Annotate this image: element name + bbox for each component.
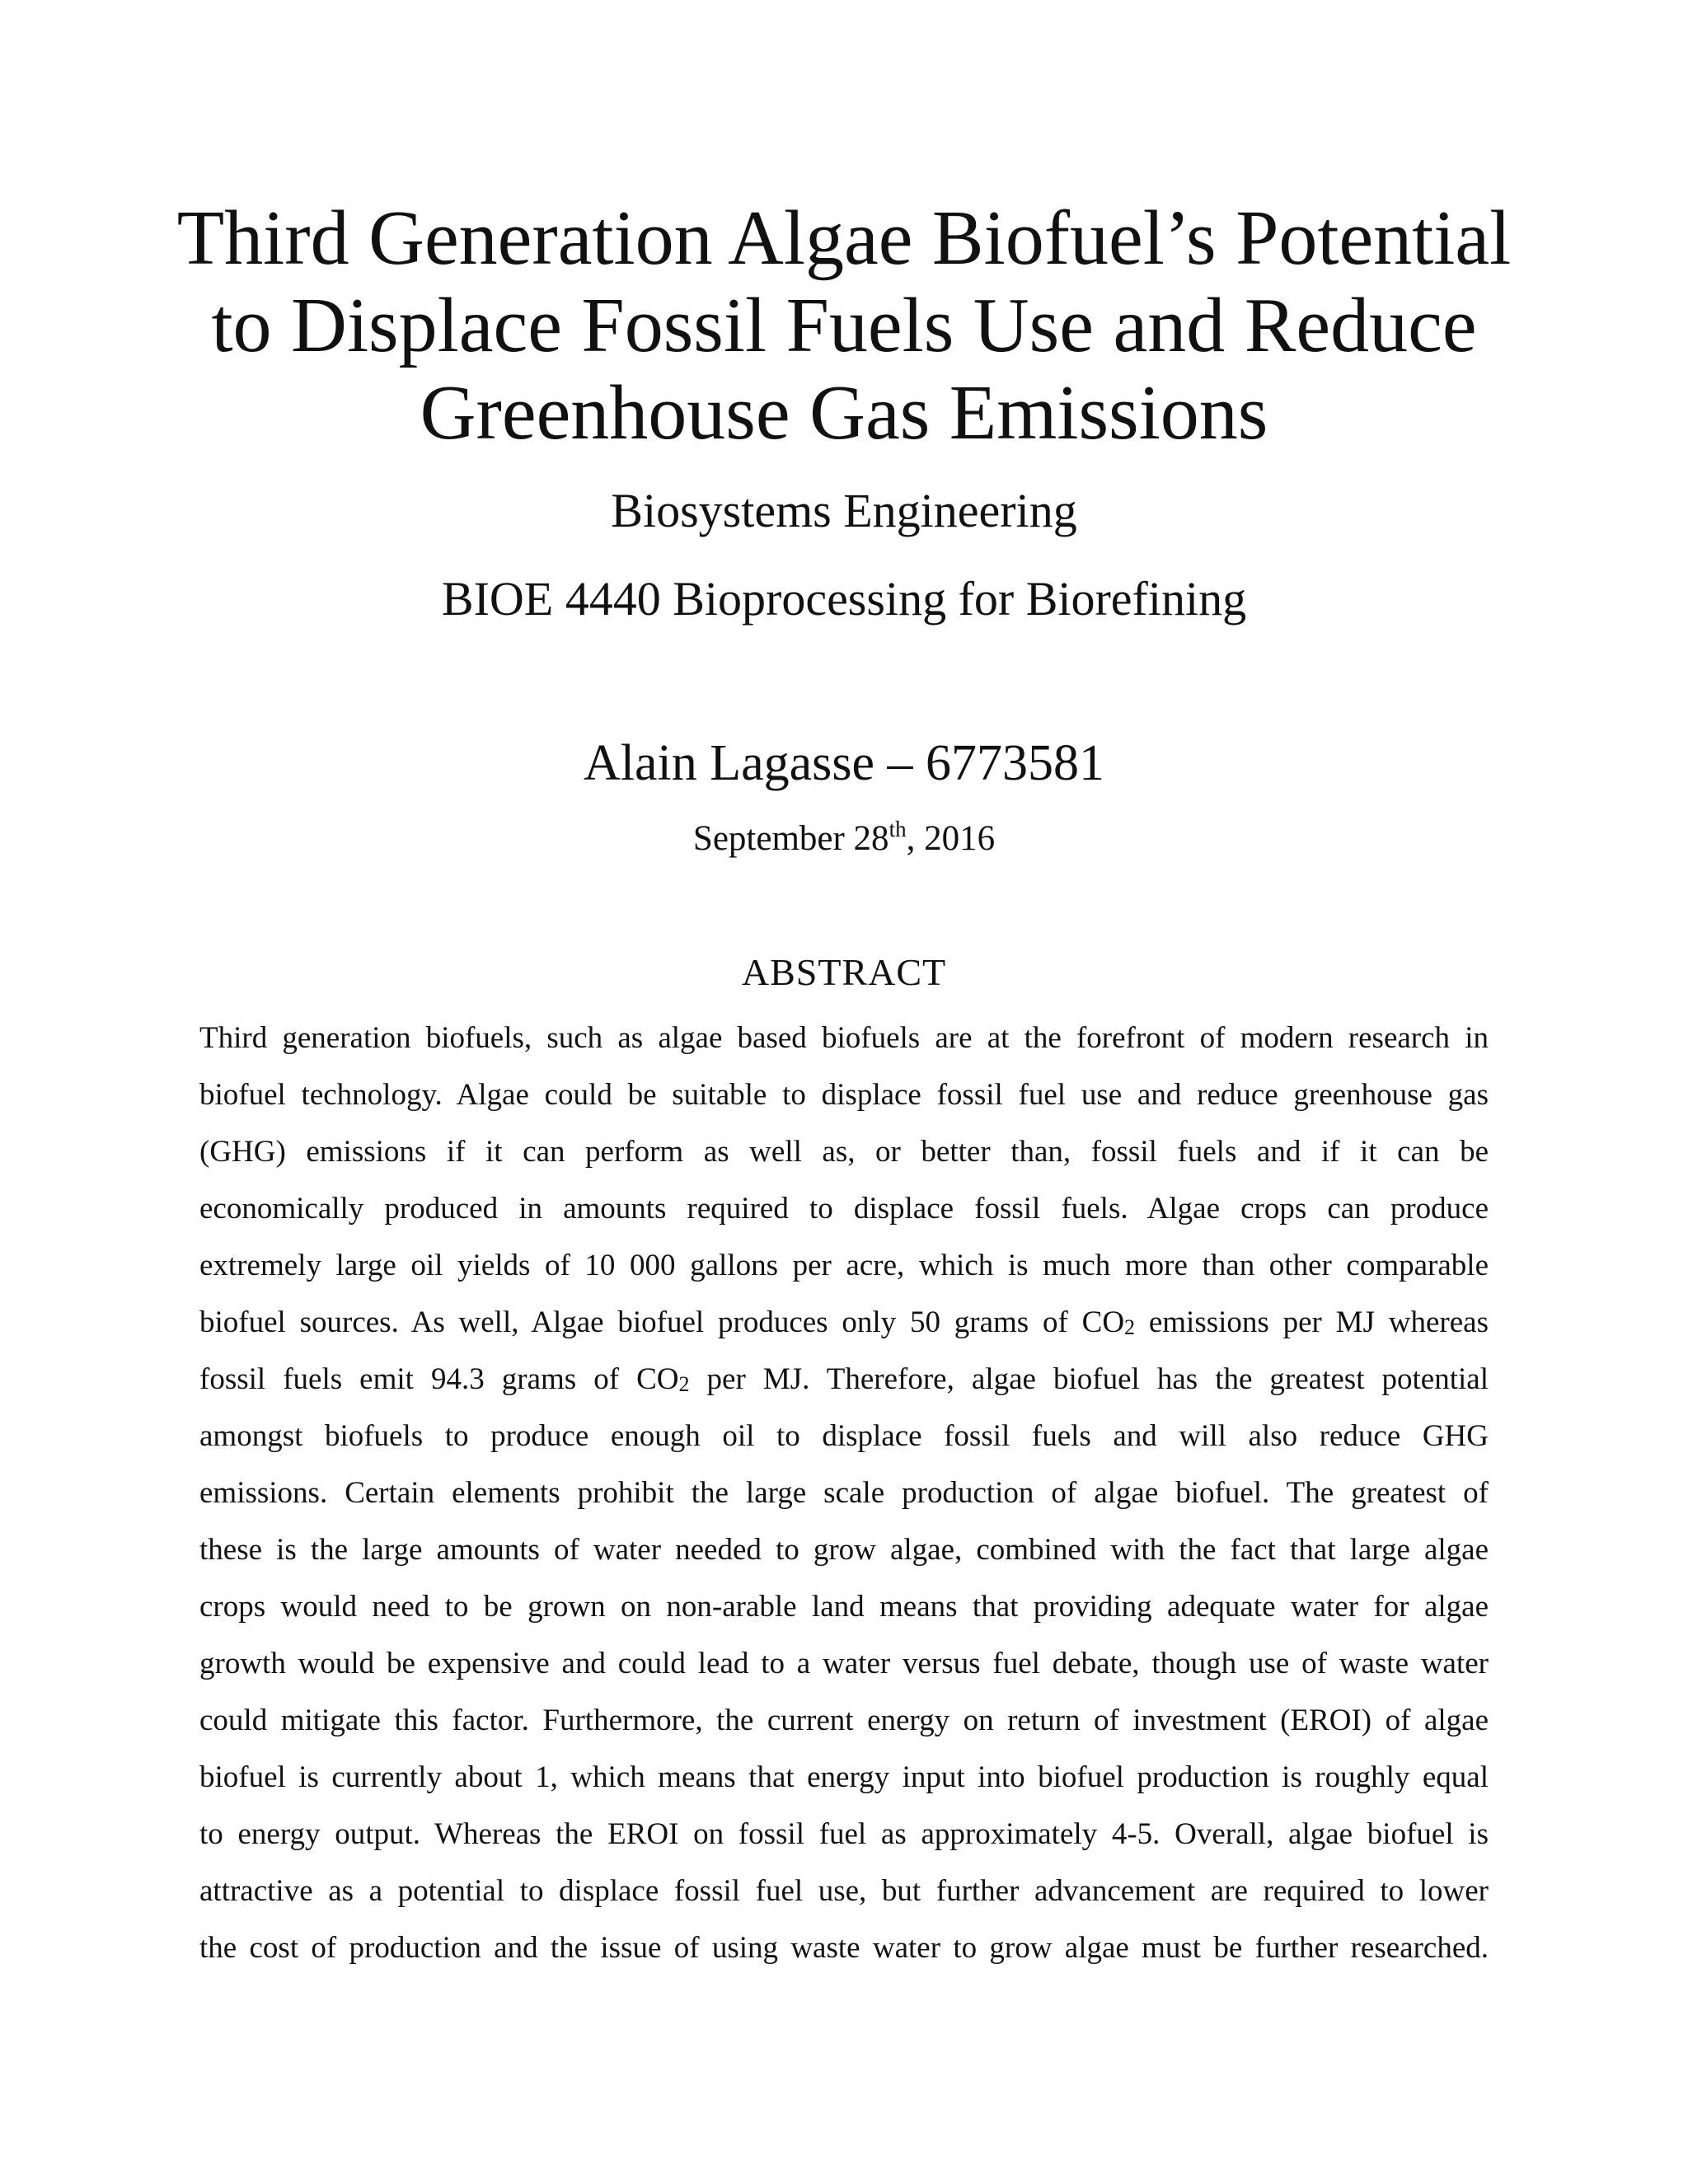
abstract-line: crops would need to be grown on non-arable land means that providing adequate water for algae [199, 1590, 1489, 1624]
abstract-line: attractive as a potential to displace fossil fuel use, but further advancement are required to lower [199, 1874, 1489, 1908]
abstract-line-post: per MJ. Therefore, algae biofuel has the greatest potential [689, 1362, 1489, 1396]
date-ordinal-suffix: th [889, 817, 907, 841]
title-line-2: to Displace Fossil Fuels Use and Reduce [211, 283, 1477, 368]
abstract-line: (GHG) emissions if it can perform as well as, or better than, fossil fuels and if it can be [199, 1135, 1489, 1169]
abstract-line: biofuel technology. Algae could be suitable to displace fossil fuel use and reduce greenhouse gas [199, 1078, 1489, 1112]
abstract-line: to energy output. Whereas the EROI on fossil fuel as approximately 4-5. Overall, algae biofuel is [199, 1817, 1489, 1851]
author-line: Alain Lagasse – 6773581 [584, 735, 1104, 791]
abstract-line-pre: fossil fuels emit 94.3 grams of CO [199, 1362, 679, 1396]
abstract-line: economically produced in amounts required to displace fossil fuels. Algae crops can produce [199, 1192, 1489, 1226]
co2-subscript: 2 [1124, 1315, 1136, 1339]
course-name: BIOE 4440 Bioprocessing for Biorefining [441, 572, 1247, 626]
abstract-line-post: emissions per MJ whereas [1135, 1305, 1489, 1339]
title-line-3: Greenhouse Gas Emissions [420, 370, 1268, 456]
abstract-line: emissions. Certain elements prohibit the large scale production of algae biofuel. The greatest of [199, 1476, 1489, 1510]
abstract-line: extremely large oil yields of 10 000 gallons per acre, which is much more than other comparable [199, 1249, 1489, 1282]
abstract-line: the cost of production and the issue of using waste water to grow algae must be further researched. [199, 1931, 1489, 1965]
abstract-heading: ABSTRACT [741, 951, 947, 993]
abstract-line: growth would be expensive and could lead to a water versus fuel debate, though use of waste water [199, 1647, 1489, 1680]
title-line-1: Third Generation Algae Biofuel’s Potential [176, 195, 1512, 281]
abstract-line: Third generation biofuels, such as algae based biofuels are at the forefront of modern research in [199, 1021, 1489, 1055]
paper-title [165, 194, 1523, 457]
abstract-line: amongst biofuels to produce enough oil to displace fossil fuels and will also reduce GHG [199, 1419, 1489, 1453]
date-year: , 2016 [906, 819, 996, 858]
abstract-line: could mitigate this factor. Furthermore, the current energy on return of investment (EROI) of algae [199, 1704, 1489, 1737]
abstract-line [199, 1300, 1489, 1357]
abstract-line: biofuel is currently about 1, which means that energy input into biofuel production is roughly equal [199, 1760, 1489, 1794]
abstract-line [199, 1357, 1489, 1413]
abstract-line: these is the large amounts of water needed to grow algae, combined with the fact that large algae [199, 1533, 1489, 1567]
abstract-line-pre: biofuel sources. As well, Algae biofuel produces only 50 grams of CO [199, 1305, 1125, 1339]
submission-date [165, 816, 1523, 862]
date-month-day: September 28 [692, 819, 889, 858]
abstract-body [199, 1015, 1489, 1982]
co2-subscript: 2 [678, 1372, 690, 1396]
department-name: Biosystems Engineering [611, 484, 1077, 537]
